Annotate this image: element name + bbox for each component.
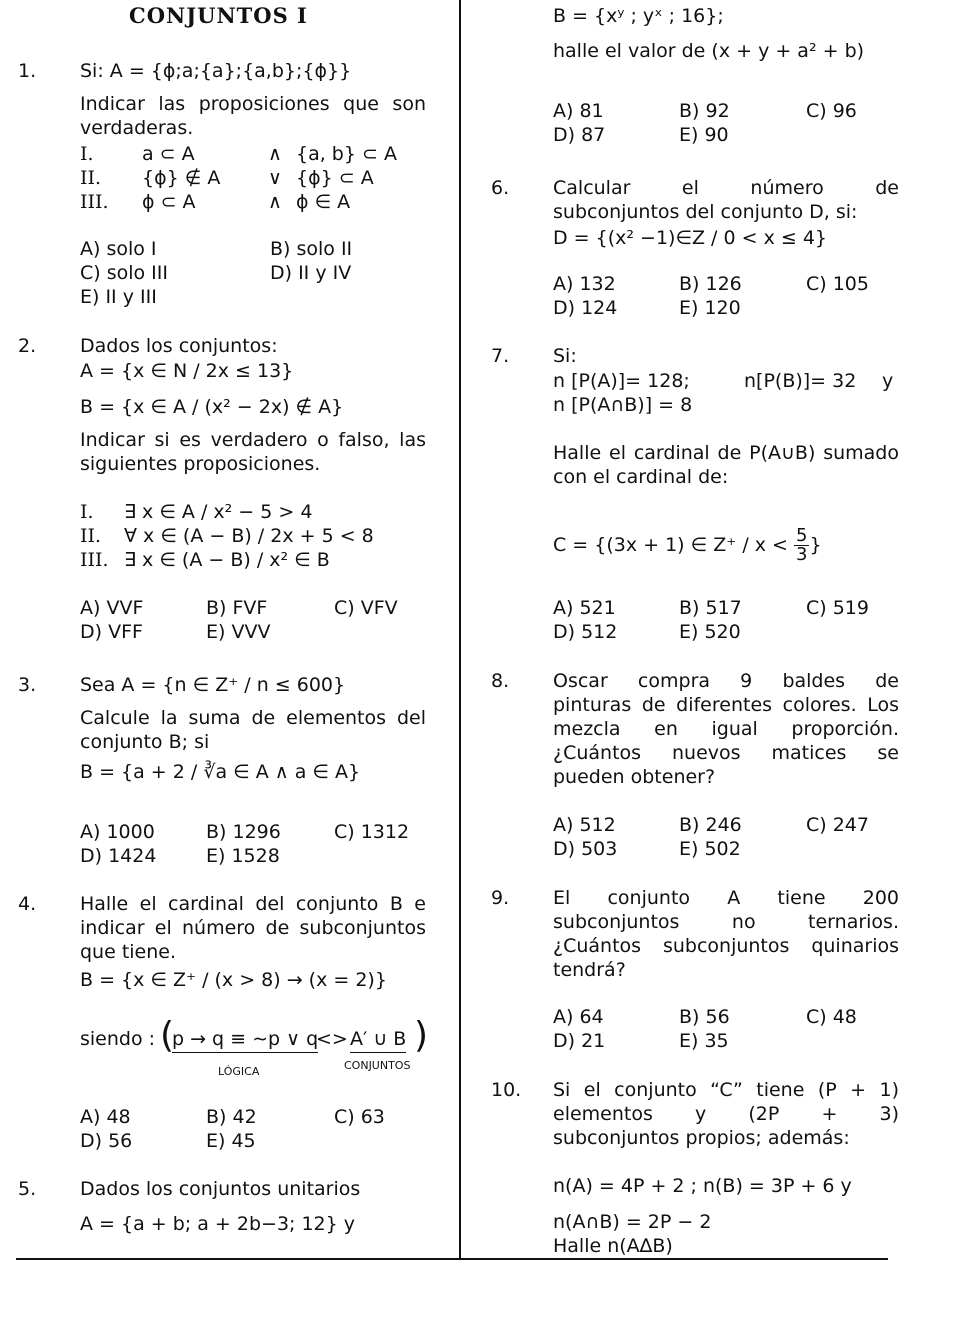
q7-cardinal-pb: n[P(B)]= 32 [744, 370, 857, 392]
q7-line1: Halle el cardinal de P(A∪B) sumado [553, 442, 899, 464]
q8-option-a: A) 512 [553, 814, 616, 836]
q4-sets-label: CONJUNTOS [344, 1059, 411, 1072]
q9-line2: subconjuntos no ternarios. [553, 911, 899, 933]
q7-frac-num: 5 [796, 525, 808, 546]
q10-line5: n(A∩B) = 2P − 2 [553, 1211, 712, 1233]
q2-roman-2: II. [80, 525, 102, 547]
q6-option-a: A) 132 [553, 273, 616, 295]
q4-number: 4. [18, 893, 37, 915]
q10-number: 10. [491, 1079, 522, 1101]
q7-number: 7. [491, 345, 510, 367]
q4-line3: que tiene. [80, 941, 177, 963]
q7-set-c-right: } [809, 534, 822, 556]
q1-number: 1. [18, 60, 37, 82]
q9-number: 9. [491, 887, 510, 909]
page-title: CONJUNTOS I [129, 3, 308, 28]
bottom-rule [16, 1258, 888, 1260]
q9-option-c: C) 48 [806, 1006, 857, 1028]
q4-iff: <> [316, 1028, 348, 1050]
q2-set-a: A = {x ∈ N / 2x ≤ 13} [80, 360, 294, 382]
q1-option-c: C) solo III [80, 262, 168, 284]
q7-stem: Si: [553, 345, 577, 367]
q2-option-b: B) FVF [206, 597, 268, 619]
q1-line2: verdaderas. [80, 117, 194, 139]
q1-roman-2: II. [80, 167, 102, 189]
q6-number: 6. [491, 177, 510, 199]
q5-set-a: A = {a + b; a + 2b−3; 12} y [80, 1213, 356, 1235]
q1-option-a: A) solo I [80, 238, 157, 260]
q1-prop-1b: {a, b} ⊂ A [296, 143, 397, 165]
q2-line1: Indicar si es verdadero o falso, las [80, 429, 426, 451]
q8-line1: Oscar compra 9 baldes de [553, 670, 899, 692]
q5-option-a: A) 81 [553, 100, 604, 122]
q1-option-e: E) II y III [80, 286, 157, 308]
q3-option-d: D) 1424 [80, 845, 157, 867]
q6-option-d: D) 124 [553, 297, 618, 319]
q4-option-a: A) 48 [80, 1106, 131, 1128]
q9-option-e: E) 35 [679, 1030, 729, 1052]
q8-option-c: C) 247 [806, 814, 869, 836]
q5-option-d: D) 87 [553, 124, 606, 146]
q4-logic: p → q ≡ ∼p ∨ q [172, 1027, 318, 1053]
q7-option-b: B) 517 [679, 597, 742, 619]
q2-roman-3: III. [80, 549, 109, 571]
q6-line2: subconjuntos del conjunto D, si: [553, 201, 858, 223]
q4-option-e: E) 45 [206, 1130, 256, 1152]
q10-line1: Si el conjunto “C” tiene (P + 1) [553, 1079, 899, 1101]
q8-option-b: B) 246 [679, 814, 742, 836]
q4-left-paren: ( [160, 1015, 175, 1056]
q2-prop-3: ∃ x ∈ (A − B) / x² ∈ B [124, 549, 330, 571]
q7-option-c: C) 519 [806, 597, 869, 619]
q4-line1: Halle el cardinal del conjunto B e [80, 893, 426, 915]
q1-option-b: B) solo II [270, 238, 353, 260]
q1-op-1: ∧ [268, 143, 282, 165]
q5-option-c: C) 96 [806, 100, 857, 122]
q2-stem: Dados los conjuntos: [80, 335, 278, 357]
q7-fraction [794, 527, 809, 564]
q5-line1: halle el valor de (x + y + a² + b) [553, 40, 865, 62]
q4-option-c: C) 63 [334, 1106, 385, 1128]
q2-prop-1: ∃ x ∈ A / x² − 5 > 4 [124, 501, 313, 523]
q1-roman-1: I. [80, 143, 94, 165]
q1-stem: Si: A = {ϕ;a;{a};{a,b};{ϕ}} [80, 60, 352, 82]
q3-set-b: B = {a + 2 / ∛a ∈ A ∧ a ∈ A} [80, 761, 361, 783]
q9-line3: ¿Cuántos subconjuntos quinarios [553, 935, 899, 957]
q5-option-e: E) 90 [679, 124, 729, 146]
q1-roman-3: III. [80, 191, 109, 213]
q10-line3: subconjuntos propios; además: [553, 1127, 850, 1149]
q8-line2: pinturas de diferentes colores. Los [553, 694, 899, 716]
q4-set-b: B = {x ∈ Z⁺ / (x > 8) → (x = 2)} [80, 969, 387, 991]
q3-option-b: B) 1296 [206, 821, 281, 843]
q9-line1: El conjunto A tiene 200 [553, 887, 899, 909]
q7-option-a: A) 521 [553, 597, 616, 619]
q6-option-c: C) 105 [806, 273, 869, 295]
q8-line3: mezcla en igual proporción. [553, 718, 899, 740]
q2-set-b: B = {x ∈ A / (x² − 2x) ∉ A} [80, 396, 344, 418]
q7-line2: con el cardinal de: [553, 466, 729, 488]
q7-set-c [553, 527, 822, 564]
q3-option-a: A) 1000 [80, 821, 155, 843]
q2-roman-1: I. [80, 501, 94, 523]
q8-line4: ¿Cuántos nuevos matices se [553, 742, 899, 764]
q5-stem: Dados los conjuntos unitarios [80, 1178, 361, 1200]
q1-option-d: D) II y IV [270, 262, 352, 284]
q4-sets: A′ ∪ B [350, 1027, 406, 1053]
q1-op-3: ∧ [268, 191, 282, 213]
q4-siendo: siendo : [80, 1028, 156, 1050]
q5-number: 5. [18, 1178, 37, 1200]
q6-option-b: B) 126 [679, 273, 742, 295]
q8-number: 8. [491, 670, 510, 692]
q10-line4: n(A) = 4P + 2 ; n(B) = 3P + 6 y [553, 1175, 852, 1197]
q1-line1: Indicar las proposiciones que son [80, 93, 426, 115]
q6-line1: Calcular el número de [553, 177, 899, 199]
q8-option-e: E) 502 [679, 838, 741, 860]
q6-option-e: E) 120 [679, 297, 741, 319]
q4-logic-label: LÓGICA [218, 1065, 260, 1078]
q3-line1: Calcule la suma de elementos del [80, 707, 426, 729]
q1-prop-3a: ϕ ⊂ A [142, 191, 196, 213]
q5-option-b: B) 92 [679, 100, 730, 122]
q4-line2: indicar el número de subconjuntos [80, 917, 426, 939]
column-divider [459, 0, 461, 1258]
q1-prop-3b: ϕ ∈ A [296, 191, 351, 213]
q4-option-b: B) 42 [206, 1106, 257, 1128]
q2-prop-2: ∀ x ∈ (A − B) / 2x + 5 < 8 [124, 525, 374, 547]
q4-option-d: D) 56 [80, 1130, 133, 1152]
q7-cardinal-pa: n [P(A)]= 128; [553, 370, 690, 392]
q3-option-c: C) 1312 [334, 821, 410, 843]
q2-number: 2. [18, 335, 37, 357]
q2-option-d: D) VFF [80, 621, 143, 643]
q7-option-e: E) 520 [679, 621, 741, 643]
q1-op-2: ∨ [268, 167, 282, 189]
q2-option-e: E) VVV [206, 621, 271, 643]
q1-prop-2a: {ϕ} ∉ A [142, 167, 221, 189]
q8-option-d: D) 503 [553, 838, 618, 860]
q2-line2: siguientes proposiciones. [80, 453, 321, 475]
q7-cardinal-pab: n [P(A∩B)] = 8 [553, 394, 693, 416]
q9-option-b: B) 56 [679, 1006, 730, 1028]
q2-option-a: A) VVF [80, 597, 144, 619]
q5-set-b: B = {xʸ ; yˣ ; 16}; [553, 5, 724, 27]
q2-option-c: C) VFV [334, 597, 398, 619]
q7-and: y [882, 370, 894, 392]
q9-option-a: A) 64 [553, 1006, 604, 1028]
q3-number: 3. [18, 674, 37, 696]
q3-option-e: E) 1528 [206, 845, 280, 867]
q10-line6: Halle n(A∆B) [553, 1235, 673, 1257]
q9-line4: tendrá? [553, 959, 626, 981]
q7-frac-den: 3 [796, 544, 808, 565]
q3-line2: conjunto B; si [80, 731, 210, 753]
q6-set-d: D = {(x² −1)∈Z / 0 < x ≤ 4} [553, 227, 828, 249]
q7-option-d: D) 512 [553, 621, 618, 643]
q8-line5: pueden obtener? [553, 766, 716, 788]
q1-prop-1a: a ⊂ A [142, 143, 195, 165]
q7-set-c-left: C = {(3x + 1) ∈ Z⁺ / x < [553, 534, 788, 556]
q10-line2: elementos y (2P + 3) [553, 1103, 899, 1125]
q9-option-d: D) 21 [553, 1030, 606, 1052]
q4-right-paren: ) [414, 1015, 429, 1056]
q1-prop-2b: {ϕ} ⊂ A [296, 167, 374, 189]
q3-stem: Sea A = {n ∈ Z⁺ / n ≤ 600} [80, 674, 346, 696]
